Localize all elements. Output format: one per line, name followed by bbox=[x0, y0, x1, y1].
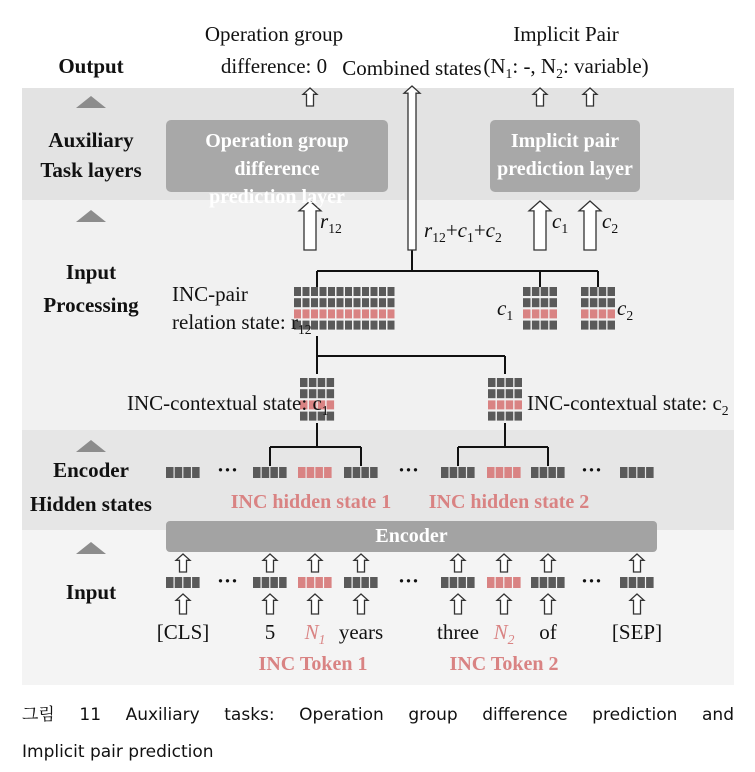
hidden-state-6-cell-2 bbox=[504, 467, 512, 478]
pair-cell-2-3 bbox=[320, 309, 327, 318]
hidden-state-2-cell-3 bbox=[279, 467, 287, 478]
label-ctx-1: INC-contextual state: $c_1$ bbox=[127, 391, 329, 419]
arrow-input-token-7 bbox=[541, 594, 555, 614]
input-embedding-6-cell-2 bbox=[504, 577, 512, 588]
hidden-state-6-cell-3 bbox=[513, 467, 521, 478]
hidden-state-1-cell-3 bbox=[192, 467, 200, 478]
token-n2: $N_2$ bbox=[493, 620, 515, 648]
arrow-op-output bbox=[303, 88, 317, 106]
label-pair-1: INC-pair bbox=[172, 282, 248, 306]
label-c2-cells: $c_2$ bbox=[617, 296, 634, 324]
hidden-state-1-cell-2 bbox=[183, 467, 191, 478]
input-embedding-8-cell-3 bbox=[646, 577, 654, 588]
c1-processing-block-cell-3-0 bbox=[523, 321, 531, 330]
token-sep: [SEP] bbox=[611, 620, 663, 644]
pair-cell-3-7 bbox=[354, 321, 361, 330]
hidden-state-5-cell-2 bbox=[458, 467, 466, 478]
row-triangle-2 bbox=[76, 210, 106, 222]
row-label-encoder-2: Hidden states bbox=[30, 492, 152, 516]
row-label-proc-2: Processing bbox=[43, 293, 139, 317]
context-state-2-block-cell-2-3 bbox=[515, 400, 523, 409]
input-embedding-2-cell-3 bbox=[279, 577, 287, 588]
pair-cell-1-8 bbox=[362, 298, 369, 307]
c1-processing-block-cell-3-1 bbox=[532, 321, 540, 330]
c2-processing-block-cell-2-3 bbox=[608, 309, 616, 318]
pair-cell-1-6 bbox=[345, 298, 352, 307]
arrow-encoder-token-4 bbox=[354, 554, 368, 572]
hidden-state-2-cell-2 bbox=[270, 467, 278, 478]
c1-processing-block-cell-2-1 bbox=[532, 309, 540, 318]
c2-processing-block-cell-1-0 bbox=[581, 298, 589, 307]
ellipsis-input-2: ··· bbox=[398, 569, 420, 593]
c1-processing-block-cell-0-1 bbox=[532, 287, 540, 296]
hidden-state-7-cell-1 bbox=[540, 467, 548, 478]
hidden-state-5 bbox=[441, 467, 475, 478]
pair-cell-0-11 bbox=[388, 287, 395, 296]
context-state-2-block-cell-1-0 bbox=[488, 389, 496, 398]
input-embedding-1-cell-3 bbox=[192, 577, 200, 588]
pair-cell-2-2 bbox=[311, 309, 318, 318]
pair-cell-3-2 bbox=[311, 321, 318, 330]
c1-processing-block-cell-0-2 bbox=[541, 287, 549, 296]
ellipsis-input-3: ··· bbox=[581, 569, 603, 593]
arrow-c1 bbox=[529, 201, 551, 250]
input-embedding-1-cell-2 bbox=[183, 577, 191, 588]
arrow-input-token-6 bbox=[497, 594, 511, 614]
arrow-encoder-token-3 bbox=[308, 554, 322, 572]
c2-processing-block-cell-1-2 bbox=[599, 298, 607, 307]
c2-processing-block bbox=[581, 287, 615, 330]
ip-layer-line1: Implicit pair bbox=[510, 130, 620, 152]
row-label-output: Output bbox=[58, 54, 124, 78]
c1-processing-block-cell-1-3 bbox=[550, 298, 558, 307]
arrow-c2 bbox=[579, 201, 601, 250]
pair-cell-2-7 bbox=[354, 309, 361, 318]
pair-cell-3-5 bbox=[337, 321, 344, 330]
arrow-ip-output-2 bbox=[583, 88, 597, 106]
hidden-state-3-cell-2 bbox=[315, 467, 323, 478]
context-state-2-block-cell-3-0 bbox=[488, 412, 496, 421]
input-embedding-6-cell-0 bbox=[487, 577, 495, 588]
label-ctx-2: INC-contextual state: $c_2$ bbox=[527, 391, 729, 419]
input-embedding-7-cell-0 bbox=[531, 577, 539, 588]
context-state-2-block-cell-1-3 bbox=[515, 389, 523, 398]
input-embedding-1-cell-1 bbox=[175, 577, 183, 588]
input-embedding-8 bbox=[620, 577, 654, 588]
row-label-encoder-1: Encoder bbox=[53, 458, 129, 482]
input-embedding-7-cell-1 bbox=[540, 577, 548, 588]
output-implicit-2: ($N_1$: -, $N_2$: variable) bbox=[483, 54, 649, 82]
arrow-input-token-2 bbox=[263, 594, 277, 614]
hidden-state-8-cell-1 bbox=[629, 467, 637, 478]
ellipsis-hidden-3: ··· bbox=[581, 458, 603, 482]
row-triangle-1 bbox=[76, 96, 106, 108]
hidden-state-8-cell-2 bbox=[637, 467, 645, 478]
hidden-state-8-cell-0 bbox=[620, 467, 628, 478]
hidden-state-4-cell-3 bbox=[370, 467, 378, 478]
input-embedding-3-cell-0 bbox=[298, 577, 306, 588]
c1-processing-block-cell-2-0 bbox=[523, 309, 531, 318]
input-embedding-2-cell-2 bbox=[270, 577, 278, 588]
context-state-2-block-cell-2-2 bbox=[506, 400, 514, 409]
hidden-state-5-cell-0 bbox=[441, 467, 449, 478]
c2-processing-block-cell-2-0 bbox=[581, 309, 589, 318]
ellipsis-hidden-1: ··· bbox=[217, 458, 239, 482]
label-r12-arrow: $r_{12}$ bbox=[320, 209, 342, 237]
context-state-1-block-cell-0-3 bbox=[327, 378, 335, 387]
row-label-aux-1: Auxiliary bbox=[48, 128, 134, 152]
op-layer-line1: Operation group difference bbox=[205, 130, 349, 180]
input-embedding-5 bbox=[441, 577, 475, 588]
context-state-2-block-cell-3-3 bbox=[515, 412, 523, 421]
context-state-2-block-cell-0-3 bbox=[515, 378, 523, 387]
input-embedding-6-cell-3 bbox=[513, 577, 521, 588]
hidden-state-4-cell-2 bbox=[361, 467, 369, 478]
token-5: 5 bbox=[264, 620, 276, 644]
pair-cell-3-6 bbox=[345, 321, 352, 330]
row-label-proc-1: Input bbox=[65, 260, 117, 284]
pair-cell-2-10 bbox=[379, 309, 386, 318]
row-triangle-4 bbox=[76, 542, 106, 554]
label-inc-token-2: INC Token 2 bbox=[449, 653, 559, 675]
pair-cell-2-9 bbox=[371, 309, 378, 318]
pair-cell-0-8 bbox=[362, 287, 369, 296]
label-combo: $r_{12}+c_1+c_2$ bbox=[424, 218, 502, 246]
c1-processing-block-cell-2-3 bbox=[550, 309, 558, 318]
output-op-diff-1: Operation group bbox=[204, 22, 344, 46]
hidden-state-4-cell-0 bbox=[344, 467, 352, 478]
pair-cell-0-1 bbox=[303, 287, 310, 296]
pair-cell-1-3 bbox=[320, 298, 327, 307]
pair-cell-0-3 bbox=[320, 287, 327, 296]
pair-cell-0-5 bbox=[337, 287, 344, 296]
op-diff-prediction-layer bbox=[166, 120, 388, 208]
label-pair-2: relation state: $r_{12}$ bbox=[172, 310, 312, 338]
context-state-1-block-cell-0-0 bbox=[300, 378, 308, 387]
c2-processing-block-cell-3-2 bbox=[599, 321, 607, 330]
caption-line-2: Implicit pair prediction bbox=[22, 742, 214, 762]
input-embedding-8-cell-2 bbox=[637, 577, 645, 588]
hidden-state-3-cell-0 bbox=[298, 467, 306, 478]
input-embedding-4-cell-0 bbox=[344, 577, 352, 588]
c2-processing-block-cell-3-0 bbox=[581, 321, 589, 330]
connector-lines bbox=[270, 250, 598, 466]
hidden-state-7-cell-0 bbox=[531, 467, 539, 478]
c2-processing-block-cell-2-1 bbox=[590, 309, 598, 318]
hidden-state-2-cell-0 bbox=[253, 467, 261, 478]
pair-cell-1-5 bbox=[337, 298, 344, 307]
context-state-2-block-cell-0-1 bbox=[497, 378, 505, 387]
pair-cell-1-1 bbox=[303, 298, 310, 307]
pair-cell-3-9 bbox=[371, 321, 378, 330]
row-label-input: Input bbox=[65, 580, 117, 604]
c1-processing-block-cell-2-2 bbox=[541, 309, 549, 318]
output-op-diff-2: difference: 0 bbox=[220, 54, 328, 78]
caption-line-1: 그림 11 Auxiliary tasks: Operation group difference prediction and bbox=[22, 705, 734, 725]
hidden-state-5-cell-3 bbox=[467, 467, 475, 478]
context-state-2-block-cell-2-0 bbox=[488, 400, 496, 409]
context-state-2-block-cell-2-1 bbox=[497, 400, 505, 409]
arrow-encoder-token-2 bbox=[263, 554, 277, 572]
pair-cell-0-6 bbox=[345, 287, 352, 296]
pair-cell-3-4 bbox=[328, 321, 335, 330]
hidden-state-4 bbox=[344, 467, 378, 478]
c2-processing-block-cell-3-1 bbox=[590, 321, 598, 330]
c2-processing-block-cell-0-0 bbox=[581, 287, 589, 296]
token-of: of bbox=[539, 620, 557, 644]
token-three: three bbox=[437, 620, 479, 644]
input-embedding-3-cell-1 bbox=[307, 577, 315, 588]
row-label-aux-2: Task layers bbox=[40, 158, 142, 182]
arrow-ip-output-1 bbox=[533, 88, 547, 106]
hidden-state-7-cell-2 bbox=[548, 467, 556, 478]
c2-processing-block-cell-0-3 bbox=[608, 287, 616, 296]
pair-cell-1-2 bbox=[311, 298, 318, 307]
label-hidden-1: INC hidden state 1 bbox=[230, 491, 392, 513]
pair-cell-0-4 bbox=[328, 287, 335, 296]
c2-processing-block-cell-3-3 bbox=[608, 321, 616, 330]
label-hidden-2: INC hidden state 2 bbox=[428, 491, 590, 513]
c1-processing-block-cell-1-1 bbox=[532, 298, 540, 307]
hidden-state-2-cell-1 bbox=[262, 467, 270, 478]
hidden-state-3-cell-3 bbox=[324, 467, 332, 478]
hidden-state-2 bbox=[253, 467, 287, 478]
input-embedding-4-cell-2 bbox=[361, 577, 369, 588]
token-n1: $N_1$ bbox=[304, 620, 326, 648]
pair-cell-0-10 bbox=[379, 287, 386, 296]
arrow-encoder-token-5 bbox=[451, 554, 465, 572]
arrow-input-token-4 bbox=[354, 594, 368, 614]
pair-cell-2-8 bbox=[362, 309, 369, 318]
pair-cell-0-2 bbox=[311, 287, 318, 296]
pair-cell-1-0 bbox=[294, 298, 301, 307]
context-state-1-block-cell-0-2 bbox=[318, 378, 326, 387]
pair-cell-2-5 bbox=[337, 309, 344, 318]
label-c1-cells: $c_1$ bbox=[497, 296, 514, 324]
ellipsis-hidden-2: ··· bbox=[398, 458, 420, 482]
c1-processing-block-cell-0-0 bbox=[523, 287, 531, 296]
figure-caption bbox=[22, 697, 734, 771]
label-c2-arrow: $c_2$ bbox=[602, 209, 619, 237]
input-embedding-4-cell-3 bbox=[370, 577, 378, 588]
c1-processing-block-cell-1-0 bbox=[523, 298, 531, 307]
pair-cell-3-10 bbox=[379, 321, 386, 330]
input-embedding-6-cell-1 bbox=[496, 577, 504, 588]
arrow-combined bbox=[404, 86, 420, 250]
context-state-2-block-cell-3-1 bbox=[497, 412, 505, 421]
row-triangle-3 bbox=[76, 440, 106, 452]
hidden-state-6-cell-1 bbox=[496, 467, 504, 478]
pair-cell-3-11 bbox=[388, 321, 395, 330]
pair-cell-1-7 bbox=[354, 298, 361, 307]
hidden-state-8-cell-3 bbox=[646, 467, 654, 478]
hidden-state-3 bbox=[298, 467, 332, 478]
input-embedding-3-cell-2 bbox=[315, 577, 323, 588]
context-state-2-block-cell-3-2 bbox=[506, 412, 514, 421]
arrow-encoder-token-7 bbox=[541, 554, 555, 572]
hidden-state-1-cell-1 bbox=[175, 467, 183, 478]
pair-cell-2-6 bbox=[345, 309, 352, 318]
input-embedding-8-cell-0 bbox=[620, 577, 628, 588]
context-state-2-block-cell-1-1 bbox=[497, 389, 505, 398]
input-embedding-3-cell-3 bbox=[324, 577, 332, 588]
c2-processing-block-cell-1-1 bbox=[590, 298, 598, 307]
c2-processing-block-cell-2-2 bbox=[599, 309, 607, 318]
c2-processing-block-cell-0-1 bbox=[590, 287, 598, 296]
hidden-state-7-cell-3 bbox=[557, 467, 565, 478]
label-c1-arrow: $c_1$ bbox=[552, 209, 569, 237]
op-layer-line2: prediction layer bbox=[209, 186, 345, 208]
input-embedding-1-cell-0 bbox=[166, 577, 174, 588]
input-embedding-1 bbox=[166, 577, 200, 588]
input-embedding-5-cell-3 bbox=[467, 577, 475, 588]
hidden-state-6 bbox=[487, 467, 521, 478]
hidden-state-3-cell-1 bbox=[307, 467, 315, 478]
input-embedding-7 bbox=[531, 577, 565, 588]
pair-cell-3-3 bbox=[320, 321, 327, 330]
hidden-state-5-cell-1 bbox=[450, 467, 458, 478]
encoder-bar: Encoder bbox=[166, 521, 657, 552]
pair-cell-2-11 bbox=[388, 309, 395, 318]
input-embedding-3 bbox=[298, 577, 332, 588]
input-embedding-2-cell-0 bbox=[253, 577, 261, 588]
c2-processing-block-cell-0-2 bbox=[599, 287, 607, 296]
c1-processing-block-cell-1-2 bbox=[541, 298, 549, 307]
input-embedding-4 bbox=[344, 577, 378, 588]
pair-cell-0-7 bbox=[354, 287, 361, 296]
output-combined: Combined states bbox=[342, 56, 482, 80]
ip-layer-line2: prediction layer bbox=[497, 158, 633, 180]
context-state-2-block-cell-0-2 bbox=[506, 378, 514, 387]
input-embedding-8-cell-1 bbox=[629, 577, 637, 588]
context-state-1-block-cell-0-1 bbox=[309, 378, 317, 387]
input-embedding-5-cell-0 bbox=[441, 577, 449, 588]
arrow-encoder-token-1 bbox=[176, 554, 190, 572]
hidden-state-4-cell-1 bbox=[353, 467, 361, 478]
token-years: years bbox=[338, 620, 384, 644]
input-embedding-7-cell-2 bbox=[548, 577, 556, 588]
pair-cell-1-10 bbox=[379, 298, 386, 307]
ellipsis-input-1: ··· bbox=[217, 569, 239, 593]
token-cls: [CLS] bbox=[156, 620, 210, 644]
pair-cell-2-4 bbox=[328, 309, 335, 318]
arrow-input-token-8 bbox=[630, 594, 644, 614]
c1-processing-block-cell-3-2 bbox=[541, 321, 549, 330]
hidden-state-7 bbox=[531, 467, 565, 478]
input-embedding-7-cell-3 bbox=[557, 577, 565, 588]
hidden-state-6-cell-0 bbox=[487, 467, 495, 478]
c1-processing-block bbox=[523, 287, 557, 330]
arrow-input-token-3 bbox=[308, 594, 322, 614]
input-embedding-5-cell-1 bbox=[450, 577, 458, 588]
arrow-input-token-1 bbox=[176, 594, 190, 614]
output-implicit-1: Implicit Pair bbox=[513, 22, 619, 46]
pair-cell-0-0 bbox=[294, 287, 301, 296]
label-inc-token-1: INC Token 1 bbox=[258, 653, 368, 675]
arrow-input-token-5 bbox=[451, 594, 465, 614]
input-embedding-5-cell-2 bbox=[458, 577, 466, 588]
hidden-state-8 bbox=[620, 467, 654, 478]
context-state-2-block-cell-1-2 bbox=[506, 389, 514, 398]
c1-processing-block-cell-0-3 bbox=[550, 287, 558, 296]
implicit-pair-prediction-layer bbox=[490, 120, 640, 192]
arrow-encoder-token-8 bbox=[630, 554, 644, 572]
pair-cell-0-9 bbox=[371, 287, 378, 296]
input-embedding-2 bbox=[253, 577, 287, 588]
context-state-2-block-cell-0-0 bbox=[488, 378, 496, 387]
c1-processing-block-cell-3-3 bbox=[550, 321, 558, 330]
hidden-state-1-cell-0 bbox=[166, 467, 174, 478]
pair-cell-1-4 bbox=[328, 298, 335, 307]
c2-processing-block-cell-1-3 bbox=[608, 298, 616, 307]
pair-cell-3-8 bbox=[362, 321, 369, 330]
pair-cell-1-9 bbox=[371, 298, 378, 307]
arrow-encoder-token-6 bbox=[497, 554, 511, 572]
pair-cell-1-11 bbox=[388, 298, 395, 307]
input-embedding-6 bbox=[487, 577, 521, 588]
hidden-state-1 bbox=[166, 467, 200, 478]
input-embedding-2-cell-1 bbox=[262, 577, 270, 588]
context-state-2-block bbox=[488, 378, 522, 421]
input-embedding-4-cell-1 bbox=[353, 577, 361, 588]
